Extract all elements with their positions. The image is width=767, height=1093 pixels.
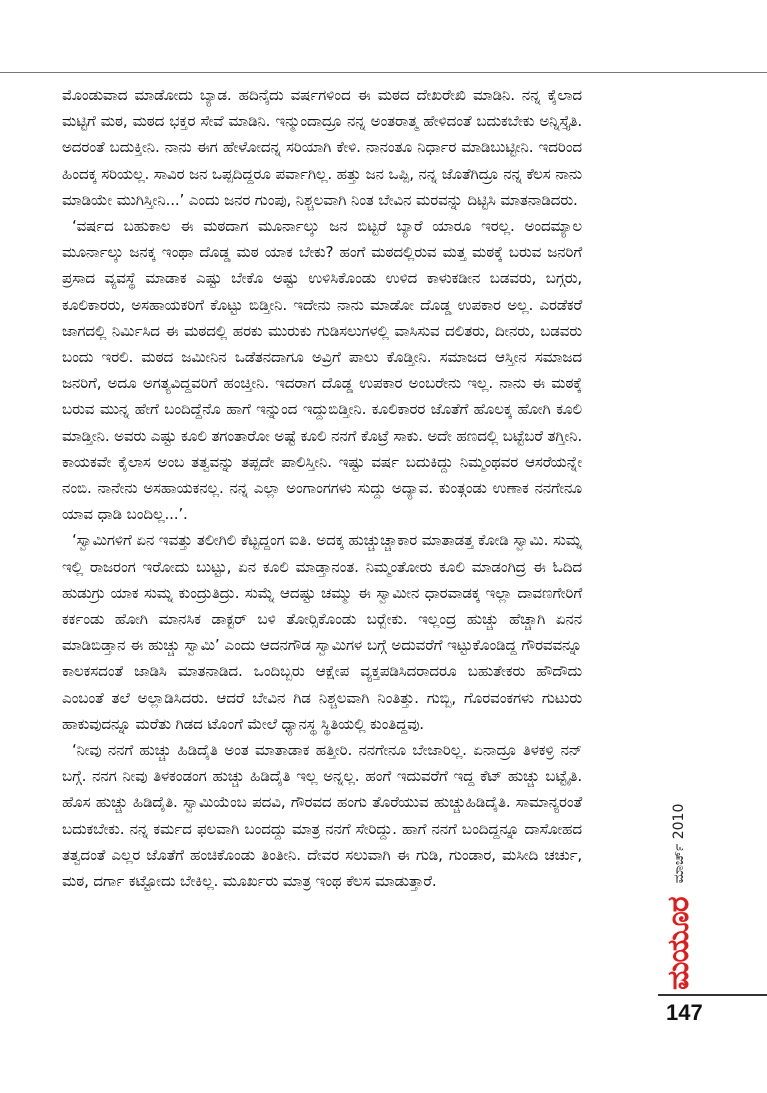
footer-divider <box>658 994 767 996</box>
masthead <box>661 760 696 990</box>
magazine-logo: ಮಯೂರ <box>661 897 696 990</box>
top-divider <box>0 72 767 73</box>
paragraph-4: ‘ನೀವು ನನಗೆ ಹುಚ್ಚು ಹಿಡಿದೈತಿ ಅಂತ ಮಾತಾಡಾಕ ಹತ್ತೀರಿ. ನನಗೇನೂ ಬೇಜಾರಿಲ್ಲ. ಏನಾದ್ರೂ ತಿಳಕಳ್ರಿ ನನ್ ಬಗ್ಗೆ. ನನಗ ನೀವು ತಿಳಕಂಡಂಗ ಹುಚ್ಚು ಹಿಡಿದೈತಿ ಇಲ್ಲ ಅನ್ನಲ್ಲ. ಹಂಗೆ ಇದುವರೆಗೆ ಇದ್ದ ಕೆಟ್ ಹುಚ್ಚು ಬಟ್ಟೈತಿ. ಹೊಸ ಹುಚ್ಚು ಹಿಡಿದೈತಿ. ಸ್ವಾಮಿಯೆಂಬ ಪದವಿ, ಗೌರವದ ಹಂಗು ತೊರೆಯುವ ಹುಚ್ಚುಹಿಡಿದೈತಿ. ಸಾಮಾನ್ಯರಂತೆ ಬದುಕಬೇಕು. ನನ್ನ ಕರ್ಮದ ಫಲವಾಗಿ ಬಂದದ್ದು ಮಾತ್ರ ನನಗೆ ಸೇರಿದ್ದು. ಹಾಗೆ ನನಗೆ ಬಂದಿದ್ದನ್ನೂ ದಾಸೋಹದ ತತ್ವದಂತೆ ಎಲ್ಲರ ಜೊತೆಗೆ ಹಂಚಿಕೊಂಡು ತಿಂತೀನಿ. ದೇವರ ಸಲುವಾಗಿ ಈ ಗುಡಿ, ಗುಂಡಾರ, ಮಸೀದಿ ಚರ್ಚು, ಮಠ, ದರ್ಗಾ ಕಟ್ಟೋದು ಬೇಕಿಲ್ಲ. ಮೂರ್ಖರು ಮಾತ್ರ ಇಂಥ ಕೆಲಸ ಮಾಡುತ್ತಾರೆ. <box>62 741 582 891</box>
page-number: 147 <box>666 1000 703 1025</box>
issue-date: ಮಾರ್ಚ್ 2010 <box>671 803 687 884</box>
magazine-sidebar <box>661 760 725 990</box>
paragraph-2: ‘ವರ್ಷದ ಬಹುಕಾಲ ಈ ಮಠದಾಗ ಮೂರ್ನಾಲ್ಕು ಜನ ಬಿಟ್ಟರೆ ಬ್ಯಾರೆ ಯಾರೂ ಇರಲ್ಲ. ಅಂದಮ್ಯಾಲ ಮೂರ್ನಾಲ್ಕು ಜನಕ್ಕ ಇಂಥಾ ದೊಡ್ಡ ಮಠ ಯಾಕ ಬೇಕು? ಹಂಗೆ ಮಠದಲ್ಲಿರುವ ಮತ್ತ ಮಠಕ್ಕೆ ಬರುವ ಜನರಿಗೆ ಪ್ರಸಾದ ವ್ಯವಸ್ಥೆ ಮಾಡಾಕ ಎಷ್ಟು ಬೇಕೊ ಅಷ್ಟು ಉಳಿಸಿಕೊಂಡು ಉಳಿದ ಕಾಳುಕಡೀನ ಬಡವರು, ಬಗ್ಗರು, ಕೂಲಿಕಾರರು, ಅಸಹಾಯಕರಿಗೆ ಕೊಟ್ಟು ಬಿಡ್ತೀನಿ. ಇದೇನು ನಾನು ಮಾಡೋ ದೊಡ್ಡ ಉಪಕಾರ ಅಲ್ಲ. ಎರಡೆಕರೆ ಜಾಗದಲ್ಲಿ ನಿರ್ಮಿಸಿದ ಈ ಮಠದಲ್ಲಿ ಹರಕು ಮುರುಕು ಗುಡಿಸಲುಗಳಲ್ಲಿ ವಾಸಿಸುವ ದಲಿತರು, ದೀನರು, ಬಡವರು ಬಂದು ಇರಲಿ. ಮಠದ ಜಮೀನಿನ ಒಡೆತನದಾಗೂ ಅವ್ರಿಗೆ ಪಾಲು ಕೊಡ್ತೀನಿ. ಸಮಾಜದ ಆಸ್ತೀನ ಸಮಾಜದ ಜನರಿಗೆ, ಅದೂ ಅಗತ್ಯವಿದ್ದವರಿಗೆ ಹಂಚ್ತೀನಿ. ಇದರಾಗ ದೊಡ್ಡ ಉಪಕಾರ ಅಂಬರೇನು ಇಲ್ಲ. ನಾನು ಈ ಮಠಕ್ಕೆ ಬರುವ ಮುನ್ನ ಹೇಗೆ ಬಂದಿದ್ದೆನೊ ಹಾಗೆ ಇನ್ನುಂದ ಇದ್ದುಬಿಡ್ತೀನಿ. ಕೂಲಿಕಾರರ ಜೊತೆಗೆ ಹೊಲಕ್ಕ ಹೋಗಿ ಕೂಲಿ ಮಾಡ್ತೀನಿ. ಅವರು ಎಷ್ಟು ಕೂಲಿ ತಗಂತಾರೋ ಅಷ್ಟೆ ಕೂಲಿ ನನಗೆ ಕೊಟ್ರೆ ಸಾಕು. ಅದೇ ಹಣದಲ್ಲಿ ಬಟ್ಟೆಬರೆ ತಗ್ತೀನಿ. ಕಾಯಕವೇ ಕೈಲಾಸ ಅಂಬ ತತ್ವವನ್ನು ತಪ್ಪದೇ ಪಾಲಿಸ್ತೀನಿ. ಇಷ್ಟು ವರ್ಷ ಬದುಕಿದ್ದು ನಿಮ್ಮಂಥವರ ಆಸರೆಯನ್ನೇ ನಂಬಿ. ನಾನೇನು ಅಸಹಾಯಕನಲ್ಲ. ನನ್ನ ಎಲ್ಲಾ ಅಂಗಾಂಗಗಳು ಸುದ್ದು ಅದ್ಯಾವ. ಕುಂತ್ಗಂಡು ಉಣಾಕ ನನಗೇನೂ ಯಾವ ಧಾಡಿ ಬಂದಿಲ್ಲ...’. <box>62 217 582 524</box>
paragraph-1: ಮೊಂಡುವಾದ ಮಾಡೋದು ಬ್ಯಾಡ. ಹದಿನೈದು ವರ್ಷಗಳಿಂದ ಈ ಮಠದ ದೇಖರೇಖಿ ಮಾಡಿನಿ. ನನ್ನ ಕೈಲಾದ ಮಟ್ಟಿಗೆ ಮಠ, ಮಠದ ಭಕ್ತರ ಸೇವೆ ಮಾಡಿನಿ. ಇನ್ಮುಂದಾದ್ರೂ ನನ್ನ ಅಂತರಾತ್ಮ ಹೇಳಿದಂತೆ ಬದುಕಬೇಕು ಅನ್ನಿಸ್ತೈತಿ. ಅದರಂತೆ ಬದುಕ್ತೀನಿ. ನಾನು ಈಗ ಹೇಳೋದನ್ನ ಸರಿಯಾಗಿ ಕೇಳಿ. ನಾನಂತೂ ನಿರ್ಧಾರ ಮಾಡಿಬುಟ್ಟೀನಿ. ಇದರಿಂದ ಹಿಂದಕ್ಕ ಸರಿಯಲ್ಲ. ಸಾವಿರ ಜನ ಒಪ್ಪದಿದ್ದರೂ ಪರ್ವಾಗಿಲ್ಲ. ಹತ್ತು ಜನ ಒಪ್ಪಿ, ನನ್ನ ಜೊತೆಗಿದ್ರೂ ನನ್ನ ಕೆಲಸ ನಾನು ಮಾಡಿಯೇ ಮುಗಿಸ್ತೀನಿ...’ ಎಂದು ಜನರ ಗುಂಪು, ನಿಶ್ಚಲವಾಗಿ ನಿಂತ ಬೇವಿನ ಮರವನ್ನು ದಿಟ್ಟಿಸಿ ಮಾತನಾಡಿದರು. <box>62 86 582 209</box>
paragraph-3: ‘ಸ್ವಾಮಿಗಳಿಗೆ ಏನ ಇವತ್ತು ತಲೀಗಿಲಿ ಕೆಟ್ಟದ್ದಂಗ ಐತಿ. ಅದಕ್ಕ ಹುಚ್ಚುಚ್ಚಾಕಾರ ಮಾತಾಡತ್ತ ಕೋಡಿ ಸ್ವಾಮಿ. ಸುಮ್ನ ಇಲ್ಲಿ ರಾಜರಂಗ ಇರೋದು ಬುಟ್ಟು, ಏನ ಕೂಲಿ ಮಾಡ್ತಾನಂತ. ನಿಮ್ಮಂತೋರು ಕೂಲಿ ಮಾಡಂಗಿದ್ರ ಈ ಓದಿದ ಹುಡುಗ್ರು ಯಾಕ ಸುಮ್ನ ಕುಂದ್ರುತಿದ್ರು. ಸುಮ್ನೆ ಆದಷ್ಟು ಚಮ್ಮು ಈ ಸ್ವಾಮೀನ ಧಾರವಾಡಕ್ಕ ಇಲ್ಲಾ ದಾವಣಗೇರಿಗೆ ಕರ್ಕಂಡು ಹೋಗಿ ಮಾನಸಿಕ ಡಾಕ್ಟರ್ ಬಳಿ ತೋರ್‍ಸಿಕೊಂಡು ಬರ್‍ಬೇಕು. ಇಲ್ಲಂದ್ರ ಹುಚ್ಚು ಹೆಚ್ಚಾಗಿ ಏನನ ಮಾಡಿಬಿಡ್ತಾನ ಈ ಹುಚ್ಚು ಸ್ವಾಮಿ’ ಎಂದು ಆದನಗೌಡ ಸ್ವಾಮಿಗಳ ಬಗ್ಗೆ ಅದುವರೆಗೆ ಇಟ್ಟುಕೊಂಡಿದ್ದ ಗೌರವವನ್ನೂ ಕಾಲಕಸದಂತೆ ಜಾಡಿಸಿ ಮಾತನಾಡಿದ. ಒಂದಿಬ್ಬರು ಆಕ್ಷೇಪ ವ್ಯಕ್ತಪಡಿಸಿದರಾದರೂ ಬಹುತೇಕರು ಹೌದೌದು ಎಂಬಂತೆ ತಲೆ ಅಲ್ಲಾಡಿಸಿದರು. ಆದರೆ ಬೇವಿನ ಗಿಡ ನಿಶ್ಚಲವಾಗಿ ನಿಂತಿತ್ತು. ಗುಬ್ಬಿ, ಗೊರವಂಕಗಳು ಗುಟುರು ಹಾಕುವುದನ್ನೂ ಮರೆತು ಗಿಡದ ಟೊಂಗೆ ಮೇಲೆ ಧ್ಯಾನಸ್ಥ ಸ್ಥಿತಿಯಲ್ಲಿ ಕುಂತಿದ್ದವು. <box>62 531 582 733</box>
article-body <box>62 82 582 894</box>
